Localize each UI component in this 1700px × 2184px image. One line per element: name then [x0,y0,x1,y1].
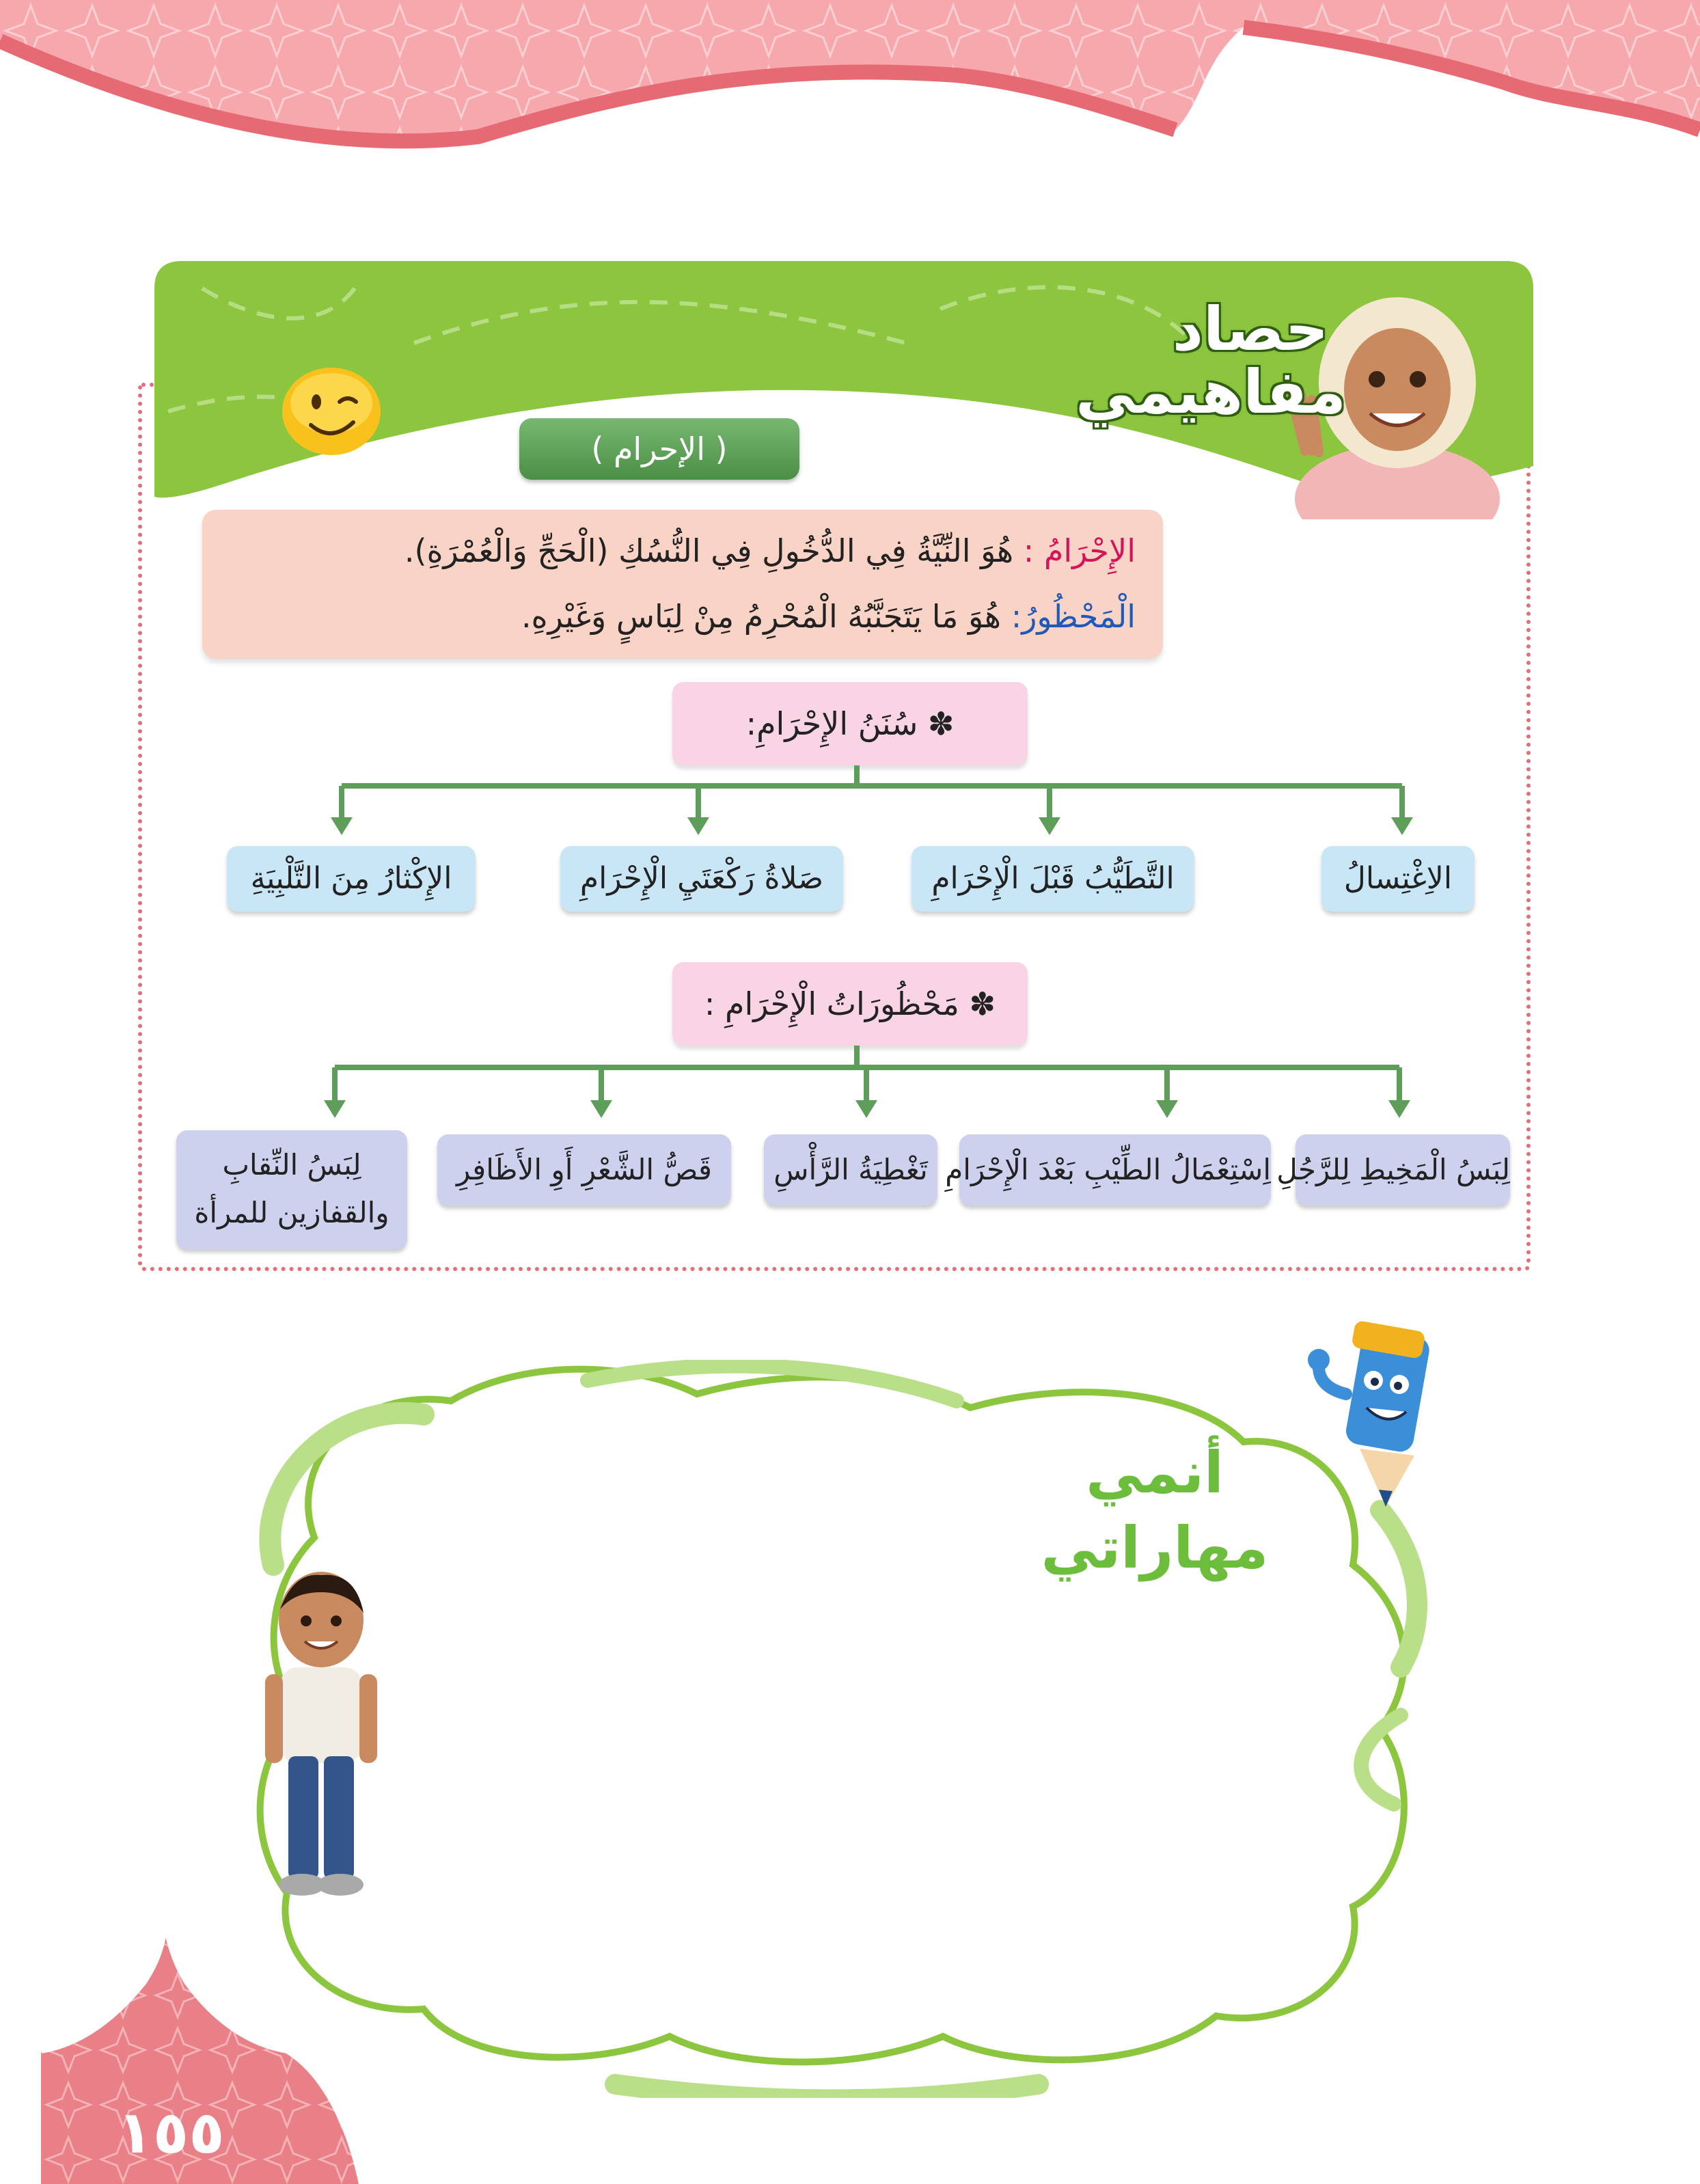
mahzurat-item-sewn-clothes: لِبَسُ الْمَخِيطِ لِلرَّجُلِ [1295,1134,1510,1205]
header-title-line2: مفاهيمي [1075,357,1346,427]
definition-text: هُوَ النِّيَّةُ فِي الدُّخُولِ فِي النُّسُكِ (الْحَجِّ وَالْعُمْرَةِ). [404,532,1014,569]
sunan-item-perfume: التَّطَيُّبُ قَبْلَ الْإِحْرَامِ [911,846,1194,912]
mahzurat-item-cut-hair-nails: قَصُّ الشَّعْرِ أَوِ الأَظَافِرِ [437,1134,731,1205]
sunan-title-box: ✽ سُنَنُ الإِحْرَامِ: [672,682,1028,765]
topic-pill: ( الإحرام ) [519,418,799,480]
mahzurat-item-perfume: اِسْتِعْمَالُ الطِّيْبِ بَعْدَ الْإِحْرَامِ [959,1134,1271,1205]
skills-title-line1: أنمي [1086,1439,1224,1506]
niqab-line2: والقفازين للمرأة [194,1196,389,1229]
definition-term: الْمَحْظُورُ: [1011,598,1136,635]
definition-term: الإِحْرَامُ : [1023,532,1136,569]
boy-character-illustration [253,1572,389,1900]
pencil-mascot-illustration [1305,1305,1455,1510]
sunan-item-prayer: صَلاةُ رَكْعَتَيِ الْإِحْرَامِ [560,846,843,912]
skills-cloud [246,1360,1449,2098]
definition-text: هُوَ مَا يَتَجَنَّبُهُ الْمُحْرِمُ مِنْ لِبَاسٍ وَغَيْرِهِ. [521,598,1002,635]
mahzurat-item-cover-head: تَغْطِيَةُ الرَّأْسِ [764,1134,937,1205]
sunan-item-ghusl: الاِغْتِسالُ [1321,846,1475,912]
niqab-line1: لِبَسُ النِّقابِ [222,1148,361,1182]
sunan-item-talbiyah: الإِكْثارُ مِنَ التَّلْبِيَةِ [227,846,476,912]
mahzurat-title-box: ✽ مَحْظُورَاتُ الْإِحْرَامِ : [672,962,1028,1046]
page-number: ١٥٥ [117,2099,225,2167]
skills-title-line2: مهاراتي [1041,1514,1269,1581]
mahzurat-item-niqab-gloves [176,1130,407,1249]
header-title-line1: حصاد [1172,294,1329,364]
